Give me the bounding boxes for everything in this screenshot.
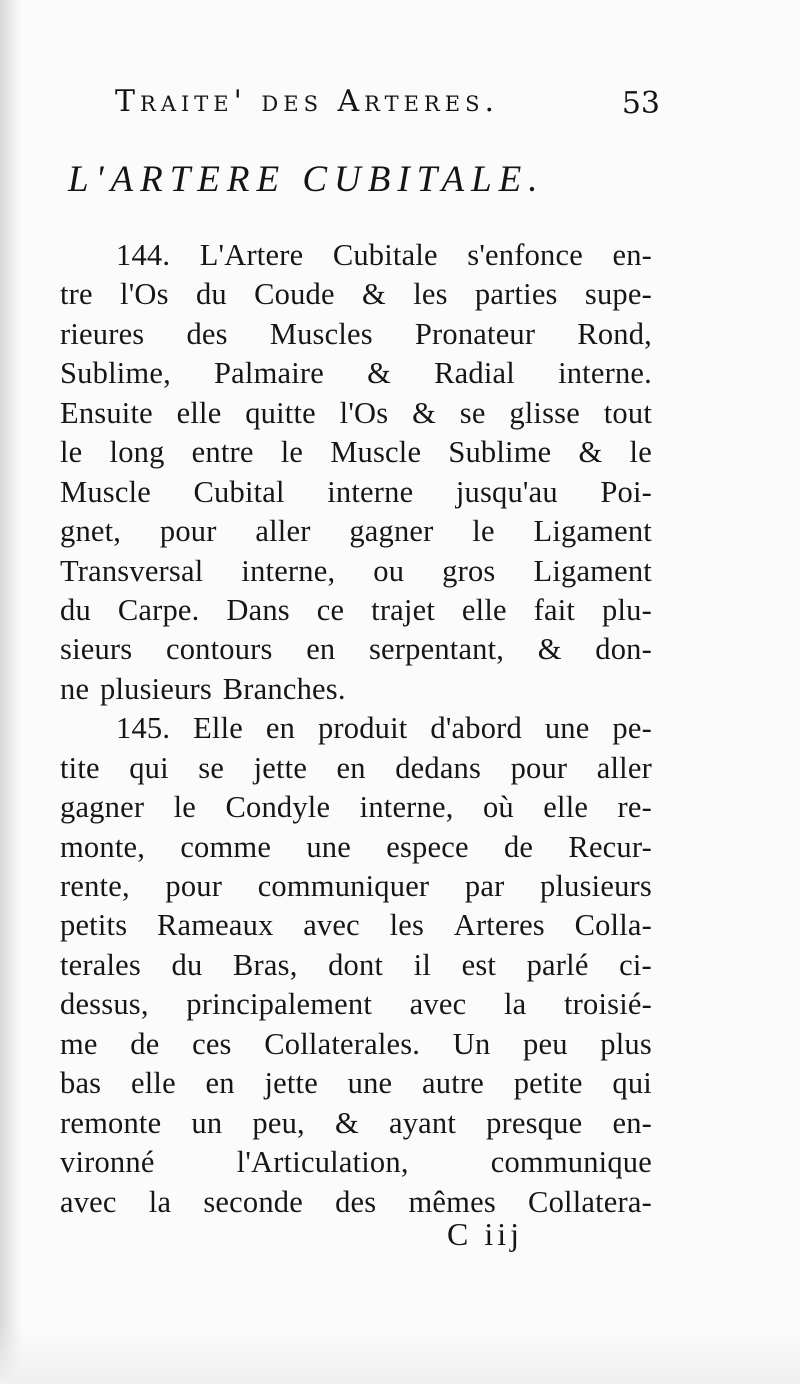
text-line: 144. L'Artere Cubitale s'enfonce en-	[116, 238, 652, 272]
text-line: du Carpe. Dans ce trajet elle fait plu-	[60, 592, 652, 627]
text-line: remonte un peu, & ayant presque en-	[60, 1105, 652, 1140]
text-line: sieurs contours en serpentant, & don-	[60, 632, 652, 667]
text-line: vironné l'Articulation, communique	[60, 1145, 652, 1180]
text-line: terales du Bras, dont il est parlé ci-	[60, 947, 652, 982]
text-line: me de ces Collaterales. Un peu plus	[60, 1026, 652, 1061]
text-line: rente, pour communiquer par plusieurs	[60, 869, 652, 903]
page-gutter-shadow	[0, 0, 22, 1384]
page-header	[115, 84, 660, 130]
text-line: Transversal interne, ou gros Ligament	[60, 553, 652, 588]
text-line: tre l'Os du Coude & les parties supe-	[60, 277, 652, 312]
section-title: L'ARTERE CUBITALE.	[68, 159, 545, 200]
text-line: avec la seconde des mêmes Collatera-	[60, 1184, 652, 1219]
text-line: gnet, pour aller gagner le Ligament	[60, 514, 652, 549]
running-title: Traite' des Arteres.	[115, 84, 499, 119]
text-line: Ensuite elle quitte l'Os & se glisse tout	[60, 395, 652, 430]
text-line: 145. Elle en produit d'abord une pe-	[116, 711, 652, 746]
signature-mark: C iij	[447, 1216, 524, 1252]
text-line: Muscle Cubital interne jusqu'au Poi-	[60, 474, 652, 509]
text-line: gagner le Condyle interne, où elle re-	[60, 790, 652, 825]
text-line: petits Rameaux avec les Arteres Colla-	[60, 908, 652, 943]
page-bottom-shade	[0, 1324, 800, 1384]
text-line: le long entre le Muscle Sublime & le	[60, 435, 652, 470]
text-line: dessus, principalement avec la troisié-	[60, 987, 652, 1022]
text-line: ne plusieurs Branches.	[60, 671, 346, 706]
body-text	[60, 236, 652, 1222]
page-number: 53	[621, 86, 660, 121]
text-line: rieures des Muscles Pronateur Rond,	[60, 316, 652, 351]
text-line: Sublime, Palmaire & Radial interne.	[60, 356, 652, 391]
text-line: bas elle en jette une autre petite qui	[60, 1066, 652, 1101]
text-line: monte, comme une espece de Recur-	[60, 829, 652, 864]
text-line: tite qui se jette en dedans pour aller	[60, 750, 652, 785]
